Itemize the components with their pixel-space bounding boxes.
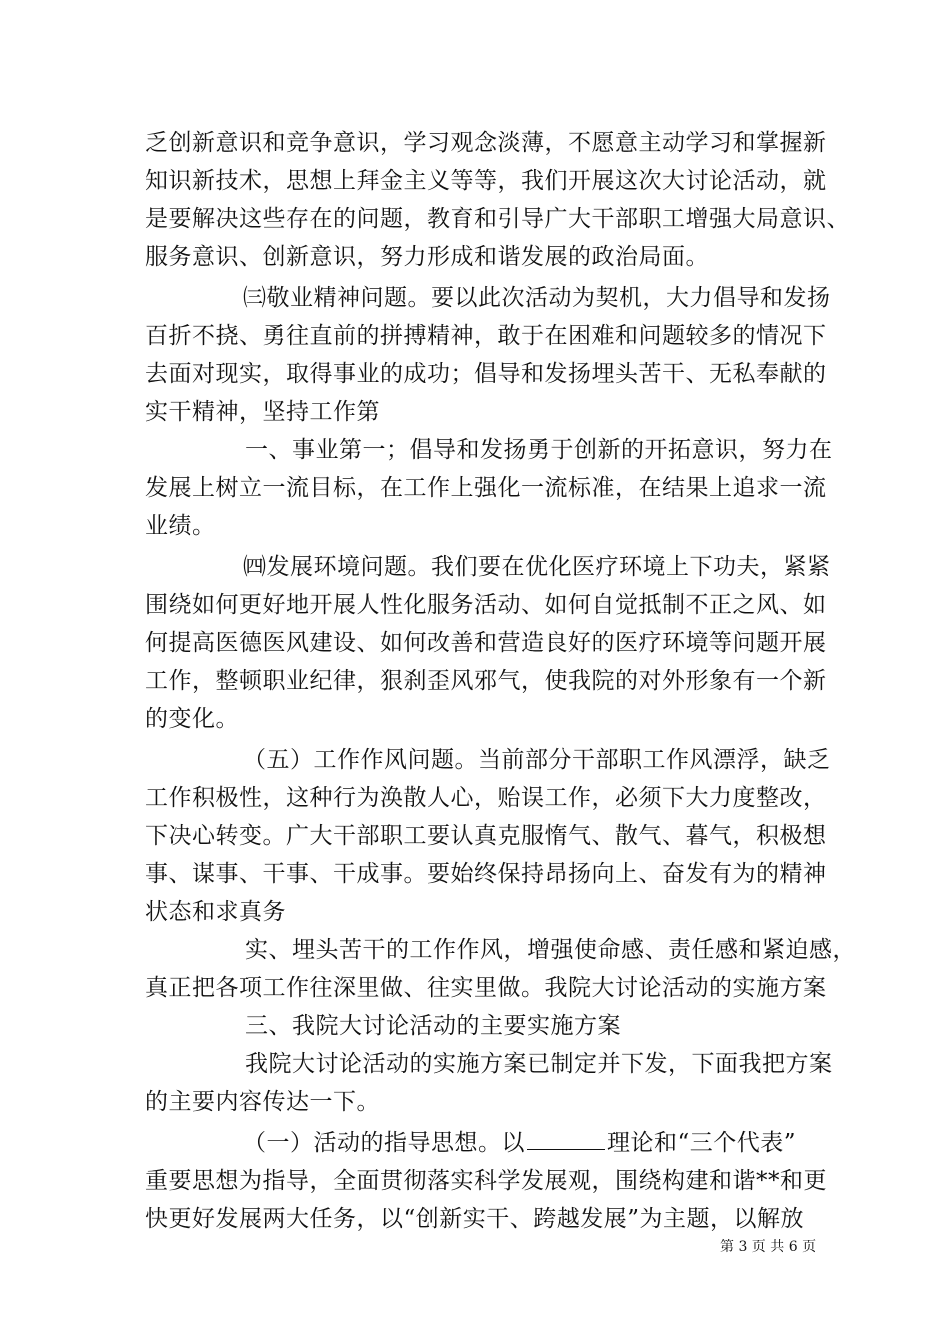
text-line: 状态和求真务 bbox=[145, 899, 286, 925]
text-line: ㈢敬业精神问题。要以此次活动为契机，大力倡导和发扬 bbox=[243, 285, 831, 311]
text-line: 事、谋事、干事、干成事。要始终保持昂扬向上、奋发有为的精神 bbox=[145, 861, 827, 887]
text-line: 实干精神，坚持工作第 bbox=[145, 399, 380, 425]
text-line: 一、事业第一；倡导和发扬勇于创新的开拓意识，努力在 bbox=[245, 437, 833, 463]
text-line: 工作，整顿职业纪律，狠刹歪风邪气，使我院的对外形象有一个新 bbox=[145, 668, 827, 694]
text-line: 我院大讨论活动的实施方案已制定并下发，下面我把方案 bbox=[245, 1051, 833, 1077]
text-line: 下决心转变。广大干部职工要认真克服惰气、散气、暮气，积极想 bbox=[145, 823, 827, 849]
fill-in-blank bbox=[527, 1127, 605, 1150]
text-line: ㈣发展环境问题。我们要在优化医疗环境上下功夫，紧紧 bbox=[243, 554, 831, 580]
text-line: 知识新技术，思想上拜金主义等等，我们开展这次大讨论活动，就 bbox=[145, 168, 827, 194]
text-line: 何提高医德医风建设、如何改善和营造良好的医疗环境等问题开展 bbox=[145, 630, 827, 656]
page-number-footer: 第 3 页 共 6 页 bbox=[720, 1239, 817, 1255]
text-line bbox=[243, 1126, 796, 1160]
text-line: 工作积极性，这种行为涣散人心，贻误工作，必须下大力度整改， bbox=[145, 785, 827, 811]
text-line: 服务意识、创新意识，努力形成和谐发展的政治局面。 bbox=[145, 244, 709, 270]
text-line: 围绕如何更好地开展人性化服务活动、如何自觉抵制不正之风、如 bbox=[145, 592, 827, 618]
text-line: 是要解决这些存在的问题，教育和引导广大干部职工增强大局意识、 bbox=[145, 206, 850, 232]
section-heading: 三、我院大讨论活动的主要实施方案 bbox=[245, 1013, 621, 1039]
text-line: 业绩。 bbox=[145, 513, 216, 539]
text-line: 的主要内容传达一下。 bbox=[145, 1089, 380, 1115]
text-line: 快更好发展两大任务，以“创新实干、跨越发展”为主题，以解放 bbox=[145, 1206, 805, 1232]
text-line: 去面对现实，取得事业的成功；倡导和发扬埋头苦干、无私奉献的 bbox=[145, 361, 827, 387]
text-line: 百折不挠、勇往直前的拼搏精神，敢于在困难和问题较多的情况下 bbox=[145, 323, 827, 349]
text-line: 的变化。 bbox=[145, 706, 239, 732]
text-line: 实、埋头苦干的工作作风，增强使命感、责任感和紧迫感， bbox=[245, 937, 856, 963]
text-line: 真正把各项工作往深里做、往实里做。我院大讨论活动的实施方案 bbox=[145, 975, 827, 1001]
text-segment: （一）活动的指导思想。以 bbox=[243, 1130, 525, 1156]
text-segment: 理论和“三个代表” bbox=[607, 1130, 797, 1156]
text-line: （五）工作作风问题。当前部分干部职工作风漂浮，缺乏 bbox=[243, 747, 831, 773]
text-line: 重要思想为指导，全面贯彻落实科学发展观，围绕构建和谐**和更 bbox=[145, 1168, 827, 1194]
text-line: 乏创新意识和竞争意识，学习观念淡薄，不愿意主动学习和掌握新 bbox=[145, 130, 827, 156]
text-line: 发展上树立一流目标，在工作上强化一流标准，在结果上追求一流 bbox=[145, 475, 827, 501]
